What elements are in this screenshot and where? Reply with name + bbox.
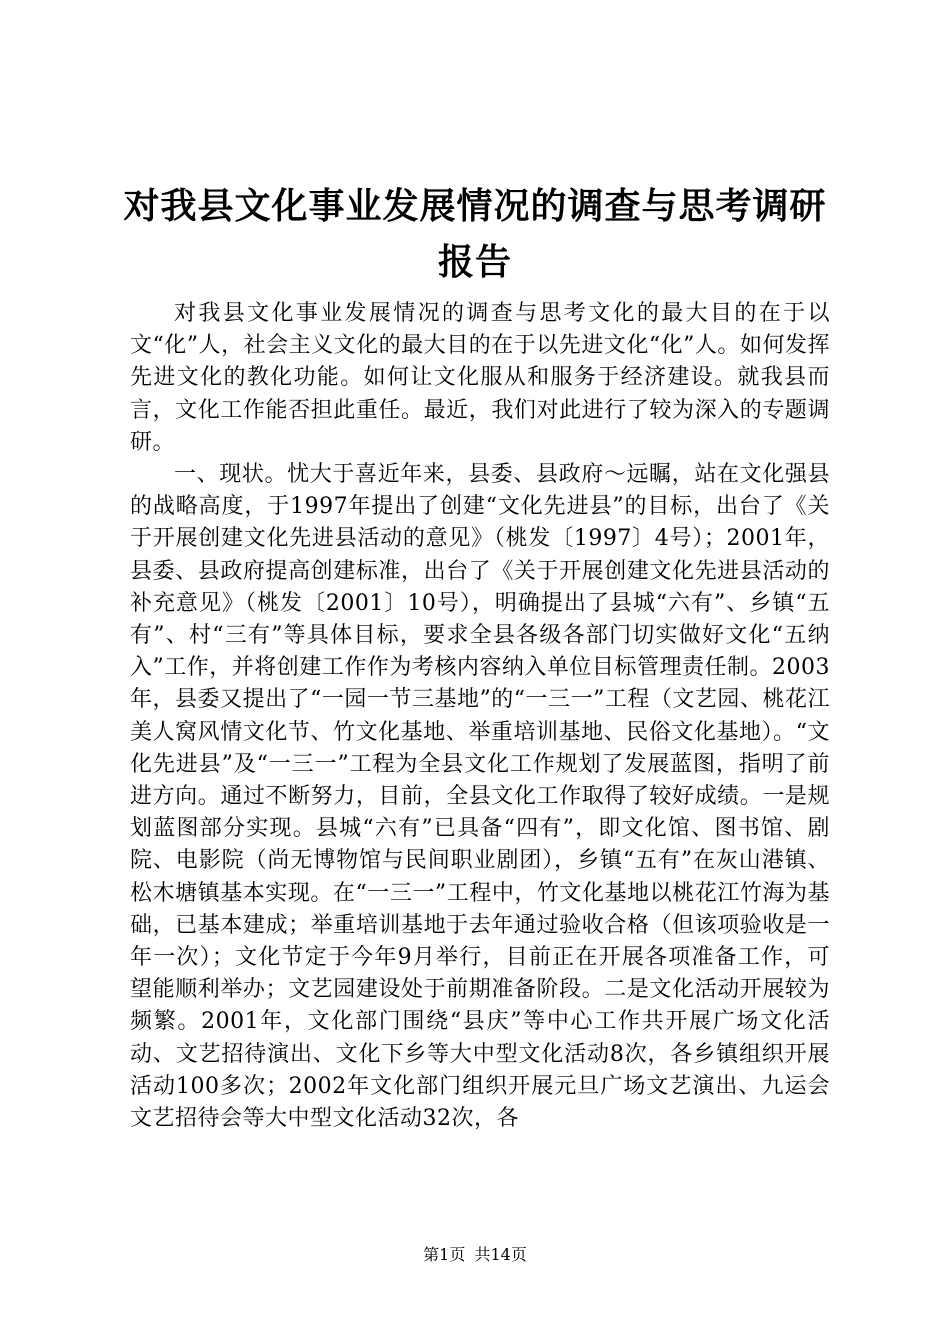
- paragraph-status: 一、现状。忧大于喜近年来，县委、县政府～远瞩，站在文化强县的战略高度，于1997年提出了创建“文化先进县”的目标，出台了《关于开展创建文化先进县活动的意见》（桃发〔1997〕4号）；2001年，县委、县政府提高创建标准，出台了《关于开展创建文化先进县活动的补充意见》（桃发〔2001〕10号），明确提出了县城“六有”、乡镇“五有”、村“三有”等具体目标，要求全县各级各部门切实做好文化“五纳入”工作，并将创建工作作为考核内容纳入单位目标管理责任制。2003年，县委又提出了“一园一节三基地”的“一三一”工程（文艺园、桃花江美人窝风情文化节、竹文化基地、举重培训基地、民俗文化基地）。“文化先进县”及“一三一”工程为全县文化工作规划了发展蓝图，指明了前进方向。通过不断努力，目前，全县文化工作取得了较好成绩。一是规划蓝图部分实现。县城“六有”已具备“四有”，即文化馆、图书馆、剧院、电影院（尚无博物馆与民间职业剧团），乡镇“五有”在灰山港镇、松木塘镇基本实现。在“一三一”工程中，竹文化基地以桃花江竹海为基础，已基本建成；举重培训基地于去年通过验收合格（但该项验收是一年一次）；文化节定于今年9月举行，目前正在开展各项准备工作，可望能顺利举办；文艺园建设处于前期准备阶段。二是文化活动开展较为频繁。2001年，文化部门围绕“县庆”等中心工作共开展广场文化活动、文艺招待演出、文化下乡等大中型文化活动8次，各乡镇组织开展活动100多次；2002年文化部门组织开展元旦广场文艺演出、九运会文艺招待会等大中型文化活动32次，各: [130, 462, 830, 1132]
- paragraph-intro: 对我县文化事业发展情况的调查与思考文化的最大目的在于以文“化”人，社会主义文化的最大目的在于以先进文化“化”人。如何发挥先进文化的教化功能。如何让文化服从和服务于经济建设。就我县而言，文化工作能否担此重任。最近，我们对此进行了较为深入的专题调研。: [130, 301, 830, 455]
- total-pages: 共14页: [474, 1245, 527, 1264]
- document-title: 对我县文化事业发展情况的调查与思考调研报告: [123, 185, 827, 283]
- page-footer: [0, 1245, 950, 1265]
- page-number: 第1页: [423, 1245, 466, 1264]
- document-body: [130, 298, 830, 1135]
